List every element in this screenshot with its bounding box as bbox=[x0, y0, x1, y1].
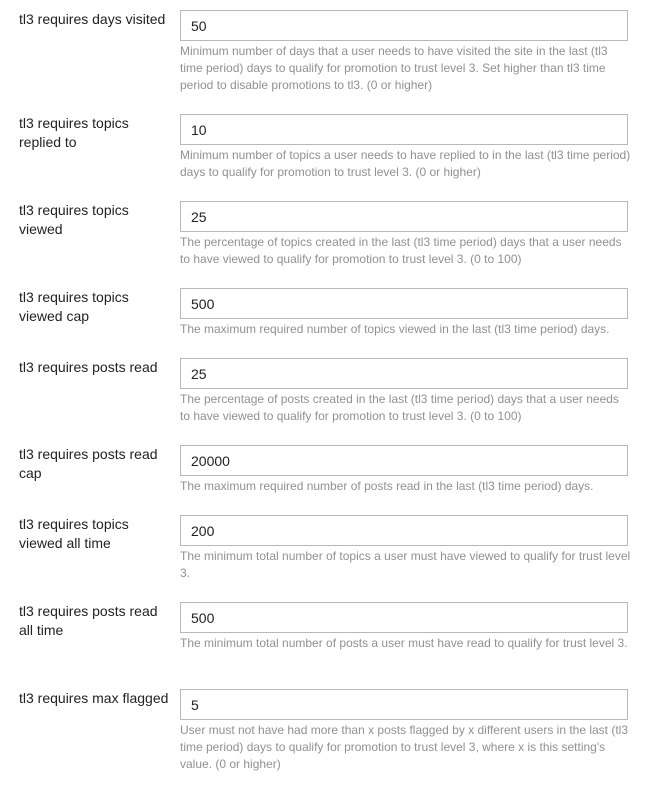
setting-description: The minimum total number of posts a user must have read to qualify for trust level 3. bbox=[180, 636, 628, 650]
setting-label: tl3 requires posts read bbox=[19, 359, 158, 375]
setting-description: The maximum required number of posts read in the last (tl3 time period) days. bbox=[180, 479, 594, 493]
setting-label: tl3 requires posts read all time bbox=[19, 603, 158, 638]
tl3-requires-posts-read-input[interactable] bbox=[180, 358, 628, 389]
tl3-requires-topics-viewed-input[interactable] bbox=[180, 201, 628, 232]
tl3-requires-topics-viewed-all-time-input[interactable] bbox=[180, 515, 628, 546]
tl3-requires-days-visited-input[interactable] bbox=[180, 10, 628, 41]
setting-label: tl3 requires max flagged bbox=[19, 690, 169, 706]
setting-label: tl3 requires topics viewed all time bbox=[19, 516, 129, 551]
setting-label: tl3 requires topics viewed cap bbox=[19, 289, 129, 324]
setting-description: The percentage of posts created in the last (tl3 time period) days that a user needs to have viewed to qualify for promotion to trust level 3. (0 to 100) bbox=[180, 392, 619, 423]
tl3-requires-max-flagged-input[interactable] bbox=[180, 689, 628, 720]
setting-label: tl3 requires topics viewed bbox=[19, 202, 129, 237]
setting-description: The minimum total number of topics a user must have viewed to qualify for trust level 3. bbox=[180, 549, 631, 580]
setting-label: tl3 requires topics replied to bbox=[19, 115, 129, 150]
tl3-requires-posts-read-all-time-input[interactable] bbox=[180, 602, 628, 633]
tl3-requires-posts-read-cap-input[interactable] bbox=[180, 445, 628, 476]
setting-description: Minimum number of topics a user needs to have replied to in the last (tl3 time period) days to qualify for promotion to trust level 3. (0 or higher) bbox=[180, 148, 631, 179]
setting-label: tl3 requires days visited bbox=[19, 11, 166, 27]
setting-description: The maximum required number of topics viewed in the last (tl3 time period) days. bbox=[180, 322, 610, 336]
setting-description: The percentage of topics created in the last (tl3 time period) days that a user needs to have viewed to qualify for promotion to trust level 3. (0 to 100) bbox=[180, 235, 622, 266]
tl3-requires-topics-viewed-cap-input[interactable] bbox=[180, 288, 628, 319]
setting-description: User must not have had more than x posts flagged by x different users in the last (tl3 time period) days to qualify for promotion to trust level 3, where x is this setting's value. (0 or higher) bbox=[180, 723, 629, 771]
setting-description: Minimum number of days that a user needs to have visited the site in the last (tl3 time period) days to qualify for promotion to trust level 3. Set higher than tl3 time period to disable promotions to tl3. (0 or higher) bbox=[180, 44, 608, 92]
setting-label: tl3 requires posts read cap bbox=[19, 446, 158, 481]
tl3-requires-topics-replied-to-input[interactable] bbox=[180, 114, 628, 145]
